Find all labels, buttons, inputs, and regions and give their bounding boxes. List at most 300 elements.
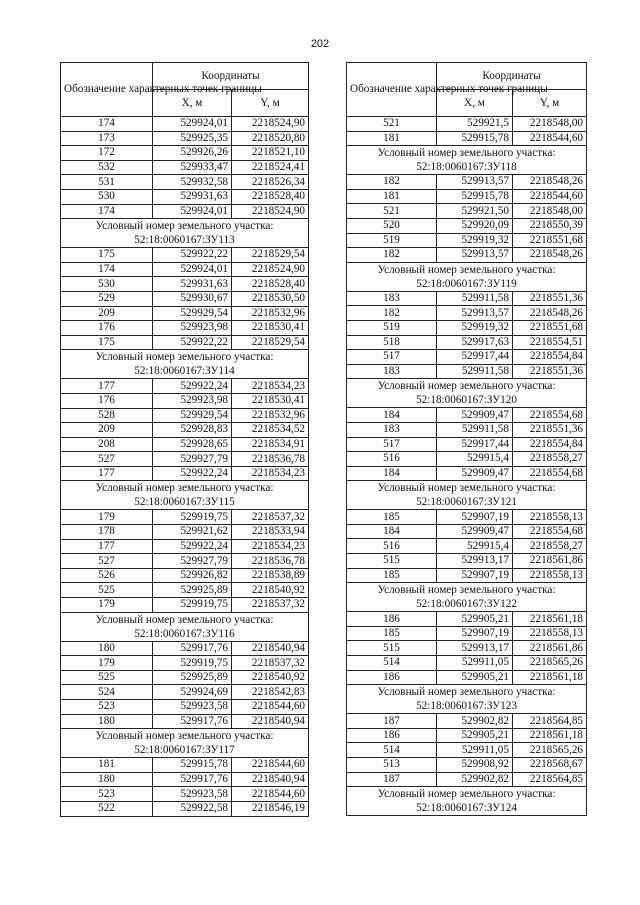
point-cell: 525	[61, 670, 153, 685]
table-row	[347, 568, 587, 583]
x-cell: 529924,01	[153, 262, 232, 277]
point-cell: 185	[347, 626, 437, 641]
point-cell: 180	[61, 714, 153, 729]
x-cell: 529921,5	[437, 117, 513, 132]
section-row	[347, 685, 587, 714]
y-cell: 2218561,86	[513, 641, 587, 656]
x-cell: 529922,24	[153, 379, 232, 394]
x-cell: 529930,67	[153, 291, 232, 306]
x-cell: 529905,21	[437, 728, 513, 743]
section-title: Условный номер земельного участка: 52:18:0060167:ЗУ119	[347, 262, 587, 291]
y-cell: 2218546,19	[232, 801, 309, 816]
table-row	[347, 175, 587, 190]
section-row	[61, 612, 309, 641]
y-cell: 2218564,85	[513, 772, 587, 787]
x-cell: 529905,21	[437, 670, 513, 685]
section-title: Условный номер земельного участка: 52:18:0060167:ЗУ114	[61, 350, 309, 379]
y-cell: 2218558,13	[513, 510, 587, 525]
section-title: Условный номер земельного участка: 52:18:0060167:ЗУ118	[347, 146, 587, 175]
table-row	[347, 510, 587, 525]
x-cell: 529917,44	[437, 437, 513, 452]
section-title: Условный номер земельного участка: 52:18:0060167:ЗУ120	[347, 379, 587, 408]
y-cell: 2218551,68	[513, 320, 587, 335]
table-row	[61, 321, 309, 336]
y-cell: 2218554,68	[513, 524, 587, 539]
section-row	[347, 379, 587, 408]
section-row	[347, 481, 587, 510]
y-cell: 2218565,26	[513, 743, 587, 758]
table-row	[61, 335, 309, 350]
x-header: X, м	[153, 90, 232, 117]
x-cell: 529915,78	[153, 758, 232, 773]
table-row	[347, 291, 587, 306]
table-row	[347, 772, 587, 787]
point-cell: 530	[61, 277, 153, 292]
point-cell: 183	[347, 364, 437, 379]
table-row	[347, 320, 587, 335]
table-row	[347, 626, 587, 641]
point-cell: 532	[61, 160, 153, 175]
x-cell: 529923,58	[153, 787, 232, 802]
y-cell: 2218534,91	[232, 437, 309, 452]
table-row	[61, 670, 309, 685]
x-cell: 529913,57	[437, 306, 513, 321]
table-row	[347, 248, 587, 263]
table-row	[347, 204, 587, 219]
x-cell: 529915,78	[437, 131, 513, 146]
point-cell: 531	[61, 175, 153, 190]
y-cell: 2218524,90	[232, 204, 309, 219]
point-cell: 209	[61, 423, 153, 438]
coordinates-table-right	[346, 62, 587, 816]
point-cell: 182	[347, 175, 437, 190]
point-cell: 209	[61, 306, 153, 321]
point-cell: 208	[61, 437, 153, 452]
y-cell: 2218548,26	[513, 248, 587, 263]
x-cell: 529907,19	[437, 626, 513, 641]
x-cell: 529924,01	[153, 204, 232, 219]
section-row	[347, 787, 587, 816]
point-cell: 524	[61, 685, 153, 700]
y-header: Y, м	[232, 90, 309, 117]
y-cell: 2218561,18	[513, 728, 587, 743]
section-row	[61, 219, 309, 248]
point-cell: 530	[61, 189, 153, 204]
x-cell: 529909,47	[437, 466, 513, 481]
point-cell: 529	[61, 291, 153, 306]
y-cell: 2218551,68	[513, 233, 587, 248]
x-cell: 529917,76	[153, 714, 232, 729]
x-cell: 529919,32	[437, 233, 513, 248]
table-row	[61, 641, 309, 656]
y-cell: 2218524,90	[232, 262, 309, 277]
table-row	[61, 131, 309, 146]
table-row	[61, 291, 309, 306]
y-cell: 2218548,00	[513, 117, 587, 132]
point-cell: 514	[347, 743, 437, 758]
x-cell: 529923,58	[153, 700, 232, 715]
y-cell: 2218534,23	[232, 466, 309, 481]
table-row	[61, 408, 309, 423]
point-cell: 186	[347, 670, 437, 685]
y-cell: 2218544,60	[513, 189, 587, 204]
point-cell: 175	[61, 248, 153, 263]
section-row	[61, 350, 309, 379]
table-row	[347, 554, 587, 569]
y-cell: 2218537,32	[232, 510, 309, 525]
point-cell: 173	[61, 131, 153, 146]
x-cell: 529905,21	[437, 612, 513, 627]
point-cell: 185	[347, 568, 437, 583]
y-cell: 2218540,92	[232, 670, 309, 685]
point-cell: 527	[61, 452, 153, 467]
y-cell: 2218537,32	[232, 598, 309, 613]
x-cell: 529927,79	[153, 554, 232, 569]
y-cell: 2218529,54	[232, 335, 309, 350]
coordinates-header: Координаты	[437, 63, 587, 90]
y-cell: 2218536,78	[232, 452, 309, 467]
point-cell: 182	[347, 306, 437, 321]
table-row	[347, 233, 587, 248]
point-cell: 181	[347, 131, 437, 146]
table-row	[61, 510, 309, 525]
table-row	[347, 350, 587, 365]
y-cell: 2218540,92	[232, 583, 309, 598]
x-cell: 529917,76	[153, 641, 232, 656]
point-cell: 177	[61, 466, 153, 481]
page-number: 202	[310, 38, 330, 50]
y-cell: 2218558,13	[513, 568, 587, 583]
table-row	[61, 160, 309, 175]
x-cell: 529911,05	[437, 656, 513, 671]
y-cell: 2218520,80	[232, 131, 309, 146]
x-cell: 529929,54	[153, 306, 232, 321]
point-cell: 522	[61, 801, 153, 816]
point-cell: 178	[61, 525, 153, 540]
x-cell: 529911,05	[437, 743, 513, 758]
x-cell: 529911,58	[437, 291, 513, 306]
point-cell: 187	[347, 772, 437, 787]
y-cell: 2218524,41	[232, 160, 309, 175]
x-cell: 529915,4	[437, 539, 513, 554]
table-row	[61, 277, 309, 292]
section-row	[61, 481, 309, 510]
y-cell: 2218536,78	[232, 554, 309, 569]
table-row	[61, 437, 309, 452]
section-title: Условный номер земельного участка: 52:18:0060167:ЗУ113	[61, 219, 309, 248]
table-row	[61, 787, 309, 802]
y-cell: 2218561,18	[513, 670, 587, 685]
x-cell: 529921,50	[437, 204, 513, 219]
x-cell: 529931,63	[153, 189, 232, 204]
x-cell: 529922,24	[153, 466, 232, 481]
y-cell: 2218558,27	[513, 452, 587, 467]
table-row	[347, 422, 587, 437]
table-row	[61, 583, 309, 598]
x-cell: 529919,75	[153, 656, 232, 671]
point-cell: 184	[347, 408, 437, 423]
point-cell: 181	[61, 758, 153, 773]
point-cell: 521	[347, 117, 437, 132]
x-cell: 529927,79	[153, 452, 232, 467]
point-cell: 177	[61, 379, 153, 394]
y-cell: 2218548,26	[513, 175, 587, 190]
x-cell: 529913,57	[437, 248, 513, 263]
x-cell: 529913,57	[437, 175, 513, 190]
x-cell: 529933,47	[153, 160, 232, 175]
table-row	[61, 772, 309, 787]
table-row	[347, 335, 587, 350]
table-row	[61, 656, 309, 671]
x-cell: 529911,58	[437, 364, 513, 379]
x-cell: 529928,83	[153, 423, 232, 438]
x-cell: 529907,19	[437, 568, 513, 583]
table-row	[347, 670, 587, 685]
y-cell: 2218544,60	[232, 700, 309, 715]
x-cell: 529923,98	[153, 393, 232, 408]
table-row	[61, 554, 309, 569]
point-cell: 516	[347, 452, 437, 467]
point-cell: 174	[61, 204, 153, 219]
y-cell: 2218532,96	[232, 408, 309, 423]
table-row	[347, 408, 587, 423]
x-cell: 529919,75	[153, 510, 232, 525]
y-cell: 2218538,89	[232, 568, 309, 583]
point-cell: 172	[61, 146, 153, 161]
x-cell: 529926,26	[153, 146, 232, 161]
y-cell: 2218544,60	[232, 758, 309, 773]
table-row	[61, 685, 309, 700]
table-row	[61, 117, 309, 132]
section-row	[61, 729, 309, 758]
x-cell: 529922,22	[153, 335, 232, 350]
point-cell: 177	[61, 539, 153, 554]
designation-header: Обозначение характерных точек границы	[61, 63, 153, 117]
section-title: Условный номер земельного участка: 52:18:0060167:ЗУ123	[347, 685, 587, 714]
coordinates-header: Координаты	[153, 63, 309, 90]
table-row	[347, 524, 587, 539]
point-cell: 523	[61, 787, 153, 802]
point-cell: 517	[347, 437, 437, 452]
section-row	[347, 262, 587, 291]
x-cell: 529926,82	[153, 568, 232, 583]
table-body-right	[347, 117, 587, 816]
point-cell: 180	[61, 641, 153, 656]
y-cell: 2218551,36	[513, 422, 587, 437]
y-cell: 2218528,40	[232, 277, 309, 292]
y-cell: 2218533,94	[232, 525, 309, 540]
x-cell: 529928,65	[153, 437, 232, 452]
y-cell: 2218550,39	[513, 218, 587, 233]
section-title: Условный номер земельного участка: 52:18:0060167:ЗУ117	[61, 729, 309, 758]
x-cell: 529909,47	[437, 524, 513, 539]
table-row	[347, 189, 587, 204]
x-cell: 529922,58	[153, 801, 232, 816]
y-cell: 2218554,51	[513, 335, 587, 350]
x-cell: 529913,17	[437, 641, 513, 656]
point-cell: 176	[61, 393, 153, 408]
table-row	[61, 466, 309, 481]
x-cell: 529925,35	[153, 131, 232, 146]
y-cell: 2218565,26	[513, 656, 587, 671]
y-cell: 2218551,36	[513, 364, 587, 379]
x-cell: 529929,54	[153, 408, 232, 423]
y-cell: 2218551,36	[513, 291, 587, 306]
y-cell: 2218540,94	[232, 772, 309, 787]
x-cell: 529919,32	[437, 320, 513, 335]
table-row	[347, 437, 587, 452]
point-cell: 186	[347, 728, 437, 743]
point-cell: 186	[347, 612, 437, 627]
y-cell: 2218540,94	[232, 714, 309, 729]
x-cell: 529917,44	[437, 350, 513, 365]
y-cell: 2218554,68	[513, 466, 587, 481]
point-cell: 176	[61, 321, 153, 336]
y-cell: 2218530,41	[232, 393, 309, 408]
y-cell: 2218554,68	[513, 408, 587, 423]
point-cell: 179	[61, 656, 153, 671]
table-row	[61, 758, 309, 773]
y-cell: 2218530,41	[232, 321, 309, 336]
x-cell: 529907,19	[437, 510, 513, 525]
y-cell: 2218528,40	[232, 189, 309, 204]
y-cell: 2218554,84	[513, 350, 587, 365]
y-cell: 2218526,34	[232, 175, 309, 190]
y-cell: 2218548,00	[513, 204, 587, 219]
table-row	[61, 379, 309, 394]
point-cell: 518	[347, 335, 437, 350]
table-row	[347, 612, 587, 627]
table-row	[61, 714, 309, 729]
table-row	[347, 117, 587, 132]
table-row	[61, 525, 309, 540]
table-row	[61, 393, 309, 408]
table-row	[61, 568, 309, 583]
x-cell: 529917,63	[437, 335, 513, 350]
table-row	[61, 146, 309, 161]
x-cell: 529924,01	[153, 117, 232, 132]
x-cell: 529921,62	[153, 525, 232, 540]
point-cell: 187	[347, 714, 437, 729]
x-cell: 529925,89	[153, 670, 232, 685]
coordinates-table-left	[60, 62, 309, 817]
point-cell: 514	[347, 656, 437, 671]
y-cell: 2218544,60	[232, 787, 309, 802]
y-cell: 2218521,10	[232, 146, 309, 161]
table-row	[61, 306, 309, 321]
y-cell: 2218537,32	[232, 656, 309, 671]
x-cell: 529909,47	[437, 408, 513, 423]
x-cell: 529919,75	[153, 598, 232, 613]
y-cell: 2218544,60	[513, 131, 587, 146]
x-cell: 529902,82	[437, 772, 513, 787]
x-cell: 529917,76	[153, 772, 232, 787]
x-cell: 529931,63	[153, 277, 232, 292]
section-title: Условный номер земельного участка: 52:18:0060167:ЗУ121	[347, 481, 587, 510]
y-cell: 2218542,83	[232, 685, 309, 700]
x-header: X, м	[437, 90, 513, 117]
section-title: Условный номер земельного участка: 52:18:0060167:ЗУ122	[347, 583, 587, 612]
point-cell: 179	[61, 510, 153, 525]
table-row	[61, 700, 309, 715]
point-cell: 184	[347, 466, 437, 481]
table-row	[347, 641, 587, 656]
point-cell: 182	[347, 248, 437, 263]
y-cell: 2218561,86	[513, 554, 587, 569]
point-cell: 519	[347, 233, 437, 248]
y-cell: 2218558,27	[513, 539, 587, 554]
x-cell: 529925,89	[153, 583, 232, 598]
y-cell: 2218529,54	[232, 248, 309, 263]
table-row	[347, 218, 587, 233]
table-row	[347, 452, 587, 467]
y-cell: 2218534,23	[232, 539, 309, 554]
point-cell: 525	[61, 583, 153, 598]
table-row	[61, 801, 309, 816]
y-cell: 2218530,50	[232, 291, 309, 306]
x-cell: 529924,69	[153, 685, 232, 700]
x-cell: 529915,4	[437, 452, 513, 467]
table-row	[61, 248, 309, 263]
table-row	[61, 598, 309, 613]
table-row	[347, 656, 587, 671]
table-row	[347, 714, 587, 729]
section-title: Условный номер земельного участка: 52:18:0060167:ЗУ115	[61, 481, 309, 510]
section-row	[347, 583, 587, 612]
designation-header: Обозначение характерных точек границы	[347, 63, 437, 117]
table-row	[61, 423, 309, 438]
table-row	[61, 262, 309, 277]
point-cell: 175	[61, 335, 153, 350]
x-cell: 529915,78	[437, 189, 513, 204]
point-cell: 523	[61, 700, 153, 715]
section-title: Условный номер земельного участка: 52:18:0060167:ЗУ124	[347, 787, 587, 816]
point-cell: 528	[61, 408, 153, 423]
section-row	[347, 146, 587, 175]
table-row	[347, 539, 587, 554]
point-cell: 174	[61, 262, 153, 277]
y-header: Y, м	[513, 90, 587, 117]
table-row	[61, 452, 309, 467]
table-row	[347, 466, 587, 481]
table-row	[347, 728, 587, 743]
point-cell: 184	[347, 524, 437, 539]
point-cell: 174	[61, 117, 153, 132]
y-cell: 2218534,52	[232, 423, 309, 438]
point-cell: 183	[347, 422, 437, 437]
point-cell: 515	[347, 641, 437, 656]
y-cell: 2218564,85	[513, 714, 587, 729]
point-cell: 527	[61, 554, 153, 569]
point-cell: 180	[61, 772, 153, 787]
table-row	[347, 131, 587, 146]
table-row	[61, 189, 309, 204]
y-cell: 2218554,84	[513, 437, 587, 452]
y-cell: 2218532,96	[232, 306, 309, 321]
x-cell: 529911,58	[437, 422, 513, 437]
table-row	[347, 306, 587, 321]
x-cell: 529902,82	[437, 714, 513, 729]
y-cell: 2218558,13	[513, 626, 587, 641]
table-row	[61, 539, 309, 554]
x-cell: 529920,09	[437, 218, 513, 233]
table-body-left	[61, 117, 309, 817]
section-title: Условный номер земельного участка: 52:18:0060167:ЗУ116	[61, 612, 309, 641]
point-cell: 517	[347, 350, 437, 365]
y-cell: 2218524,90	[232, 117, 309, 132]
point-cell: 515	[347, 554, 437, 569]
y-cell: 2218540,94	[232, 641, 309, 656]
